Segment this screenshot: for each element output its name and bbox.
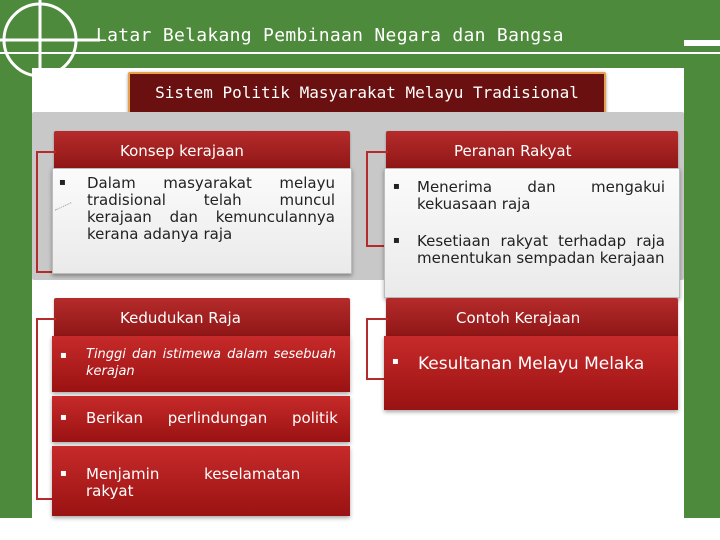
footer-bar (0, 518, 720, 540)
header-peranan-label: Peranan Rakyat (454, 142, 572, 160)
header-kedudukan (54, 298, 350, 338)
header-contoh-label: Contoh Kerajaan (456, 309, 581, 327)
kedudukan-bullet-2: Berikan perlindungan politik (86, 409, 338, 427)
konsep-bullet-1: Dalam masyarakat melayu tradisional telah muncul kerajaan dan kemunculannya kerana adanya raja (87, 174, 335, 243)
contoh-bullet-1: Kesultanan Melayu Melaka (418, 354, 645, 374)
bullet-marker: ▪ (59, 177, 66, 188)
bullet-marker: ▪ (393, 235, 400, 246)
header-konsep-label: Konsep kerajaan (120, 142, 244, 160)
panel-contoh (384, 336, 678, 410)
header-contoh (386, 298, 678, 338)
bullet-marker: ▪ (60, 350, 67, 361)
page-title: Latar Belakang Pembinaan Negara dan Bangsa (96, 25, 564, 46)
panel-peranan (384, 168, 680, 298)
panel-kedudukan-1 (52, 336, 350, 392)
bullet-marker: ▪ (60, 412, 67, 423)
bullet-marker: ▪ (392, 356, 399, 367)
panel-kedudukan-3 (52, 446, 350, 516)
kedudukan-bullet-3: Menjamin keselamatan rakyat (86, 465, 301, 500)
panel-konsep (52, 168, 352, 274)
header-peranan (386, 131, 678, 171)
peranan-bullet-2: Kesetiaan rakyat terhadap raja menentukan sempadan kerajaan (417, 232, 665, 267)
decor-box (684, 40, 720, 46)
bullet-marker: ▪ (393, 181, 400, 192)
banner (128, 72, 606, 114)
bullet-marker: ▪ (60, 468, 67, 479)
header-konsep (54, 131, 350, 171)
title-underline (0, 52, 720, 54)
panel-kedudukan-2 (52, 396, 350, 442)
peranan-bullet-1: Menerima dan mengakui kekuasaan raja (417, 178, 665, 213)
kedudukan-bullet-1: Tinggi dan istimewa dalam sesebuah kerajan (86, 347, 336, 379)
banner-text: Sistem Politik Masyarakat Melayu Tradisional (155, 83, 579, 102)
header-kedudukan-label: Kedudukan Raja (120, 309, 241, 327)
